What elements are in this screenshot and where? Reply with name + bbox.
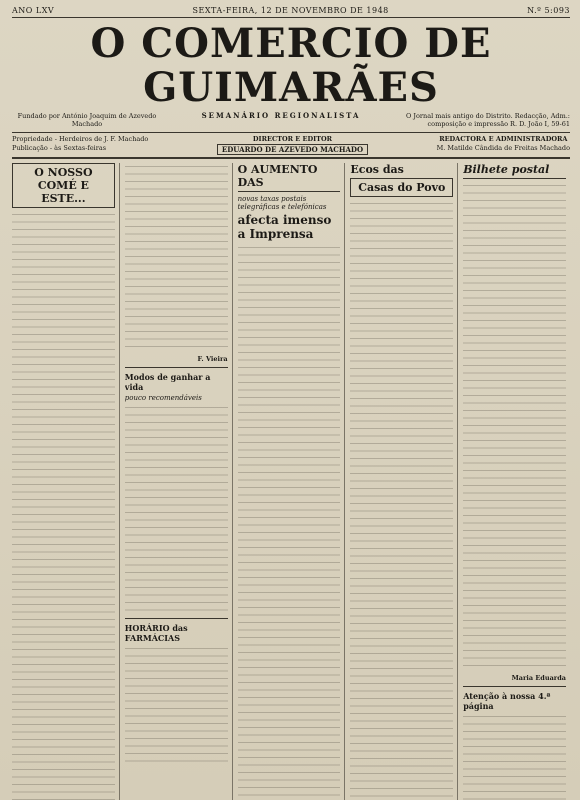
top-info-bar: [12, 6, 570, 18]
founder-note: Fundado por António Joaquim de Azevedo Machado: [17, 112, 157, 128]
publication-type: SEMANÁRIO REGIONALISTA: [201, 111, 361, 120]
divider: [125, 367, 228, 368]
redactor-block: [437, 135, 570, 155]
subhead: [12, 112, 570, 128]
article-headline-3: afecta imenso a Imprensa: [237, 213, 332, 241]
article-heading-4a: Ecos das: [350, 163, 404, 176]
divider: [125, 618, 228, 619]
signature-2: F. Vieira: [197, 355, 228, 363]
article-heading-2c: HORÁRIO das FARMÁCIAS: [124, 623, 188, 643]
redactor-label: REDACTORA E ADMINISTRADORA: [439, 135, 568, 143]
article-body-2b: [125, 404, 228, 614]
article-subheading-2b: pouco recomendáveis: [124, 394, 202, 402]
article-heading-1: O NOSSO COMÉ E ESTE...: [12, 163, 115, 208]
column-2: [125, 163, 233, 800]
article-subheading-3: novas taxas postais telegráficas e telefónicas: [237, 195, 327, 211]
publication-line: Publicação - às Sextas-feiras: [12, 144, 107, 152]
column-5: [463, 163, 570, 800]
issue-date: SEXTA-FEIRA, 12 DE NOVEMBRO DE 1948: [192, 6, 389, 15]
article-heading-5b: Atenção à nossa 4.ª página: [463, 691, 551, 711]
article-body-5b: [463, 713, 566, 800]
article-heading-2b: Modos de ganhar a vida: [124, 372, 211, 392]
article-body-3: [238, 244, 341, 800]
address-note: O Jornal mais antigo do Distrito. Redacção, Adm.: composição e impressão R. D. João I, 59-61: [405, 112, 570, 128]
divider: [463, 686, 566, 687]
column-4: [350, 163, 458, 800]
article-body-2c: [125, 645, 228, 765]
article-heading-4b: Casas do Povo: [350, 178, 453, 197]
director-block: [217, 135, 368, 155]
signature-5: Maria Eduarda: [511, 674, 566, 682]
ownership-info: [12, 135, 148, 155]
column-1: [12, 163, 120, 800]
column-3: [238, 163, 346, 800]
issue-number: N.º 5:093: [527, 6, 570, 15]
redactor-name: M. Matilde Cândida de Freitas Machado: [436, 144, 570, 152]
ownership-line: Propriedade - Herdeiros de J. F. Machado: [12, 135, 149, 143]
article-heading-5: Bilhete postal: [463, 163, 566, 179]
director-label: DIRECTOR E EDITOR: [252, 135, 333, 143]
staff-bar: [12, 132, 570, 159]
director-name: EDUARDO DE AZEVEDO MACHADO: [217, 144, 368, 155]
masthead-title: O COMERCIO DE GUIMARÃES: [90, 20, 492, 111]
article-heading-3: O AUMENTO DAS: [238, 163, 341, 192]
year-label: ANO LXV: [12, 6, 55, 15]
article-body-5: [463, 182, 566, 672]
article-body-1: [12, 211, 115, 800]
article-body-4: [350, 200, 453, 800]
article-body-2a: [125, 163, 228, 353]
article-columns: [12, 163, 570, 800]
